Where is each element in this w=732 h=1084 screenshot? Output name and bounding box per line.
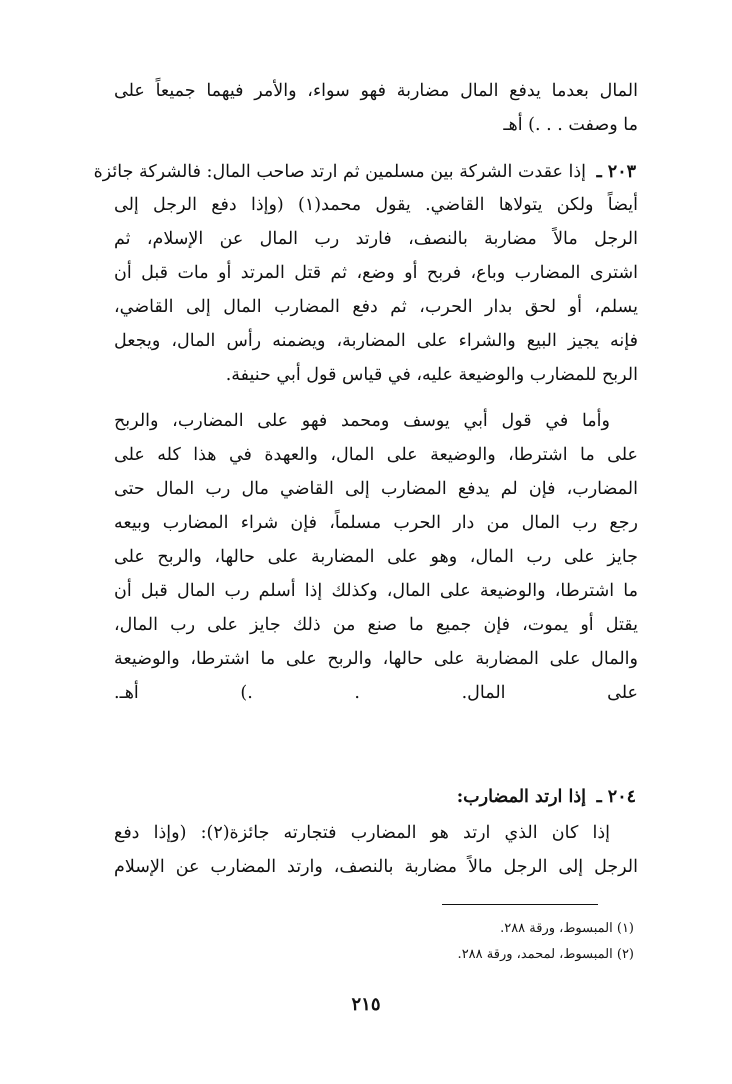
text-line: إذا كان الذي ارتد هو المضارب فتجارته جائزة(٢): (وإذا دفع — [114, 823, 610, 843]
text-line: رجع رب المال من دار الحرب مسلماً، فإن شراء المضارب وبيعه — [114, 513, 638, 533]
section-heading: إذا ارتد المضارب: — [456, 787, 586, 807]
text-line: وأما في قول أبي يوسف ومحمد فهو على المضارب، والربح — [114, 411, 610, 431]
section-number: ٢٠٣ ـ — [596, 162, 636, 182]
page-number: ٢١٥ — [351, 994, 381, 1015]
text-line: الربح للمضارب والوضيعة عليه، في قياس قول أبي حنيفة. — [225, 365, 638, 385]
text-line: الرجل مالاً مضاربة بالنصف، فارتد رب المال عن الإسلام، ثم — [114, 229, 638, 249]
text-line: أيضاً ولكن يتولاها القاضي. يقول محمد(١) (وإذا دفع الرجل إلى — [114, 195, 638, 215]
text-line: المضارب، فإن لم يدفع المضارب إلى القاضي مال رب المال حتى — [114, 479, 638, 499]
text-line: على ما اشترطا، والوضيعة على المال، والعهدة في هذا كله على — [114, 445, 638, 465]
footnote: (١) المبسوط، ورقة ٢٨٨. — [500, 921, 634, 936]
footnote: (٢) المبسوط، لمحمد، ورقة ٢٨٨. — [457, 947, 634, 962]
text-line: جايز على رب المال، وهو على المضاربة على حالها، والربح على — [114, 547, 638, 567]
section-number: ٢٠٤ ـ — [596, 787, 636, 807]
text-line: ما وصفت . . .) أهـ — [503, 115, 638, 135]
text-line: فإنه يجيز البيع والشراء على المضاربة، ويضمنه رأس المال، ويجعل — [114, 331, 638, 351]
text-line: ما اشترطا، والوضيعة على المال، وكذلك إذا أسلم رب المال قبل أن — [114, 581, 638, 601]
text-line: على المال. . .) أهـ. — [114, 683, 638, 703]
text-line: اشترى المضارب وباع، فربح أو وضع، ثم قتل المرتد أو مات قبل أن — [114, 263, 638, 283]
text-line: يقتل أو يموت، فإن جميع ما صنع من ذلك جايز على رب المال، — [114, 615, 638, 635]
text-line: إذا عقدت الشركة بين مسلمين ثم ارتد صاحب المال: فالشركة جائزة — [93, 162, 586, 182]
text-line: يسلم، أو لحق بدار الحرب، ثم دفع المضارب المال إلى القاضي، — [114, 297, 638, 317]
text-line: المال بعدما يدفع المال مضاربة فهو سواء، والأمر فيهما جميعاً على — [114, 81, 638, 101]
footnote-divider — [442, 904, 598, 905]
text-line: الرجل إلى الرجل مالاً مضاربة بالنصف، وارتد المضارب عن الإسلام — [114, 857, 638, 877]
text-line: والمال على المضاربة على حالها، والربح على ما اشترطا، والوضيعة — [114, 649, 638, 669]
